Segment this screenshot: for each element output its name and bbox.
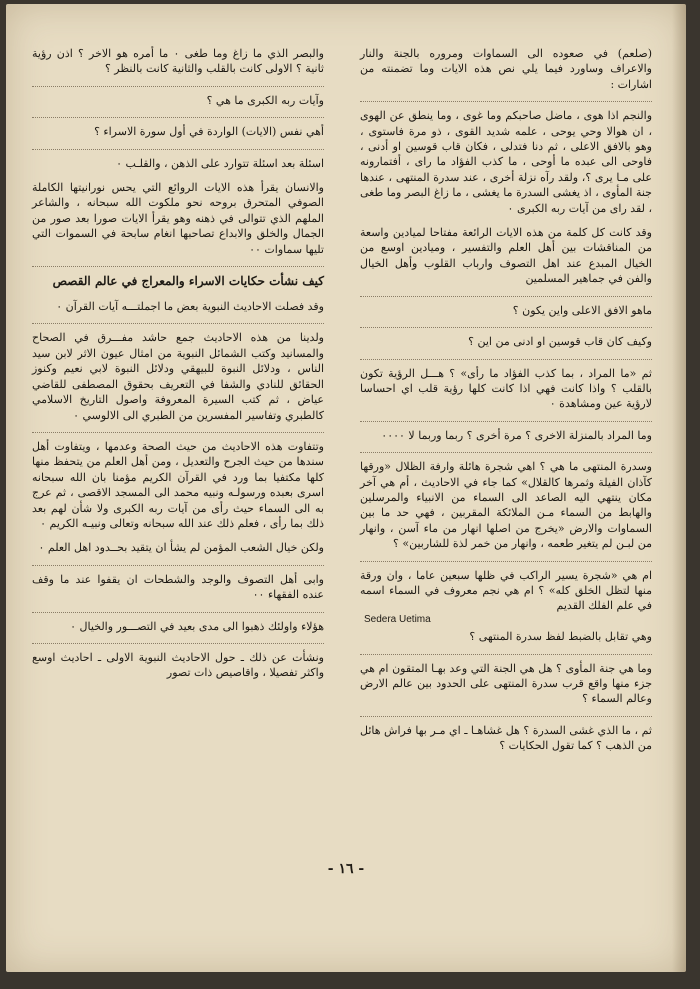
paragraph: ام هي «شجرة يسير الراكب في ظلها سبعين عاما ، وان ورقة منها لتظل الخلق كله» ؟ ام هي نجم معروف في السماء اسمه في علم الفلك القديم [360,561,652,614]
right-text-column [360,46,652,763]
page-number: - ١٦ - [327,861,365,877]
paragraph: وابى أهل التصوف والوجد والشطحات ان يقفوا عند ما وقف عنده الفقهاء ٠٠ [32,565,324,603]
paragraph: وقد فصلت الاحاديث النبوية بعض ما اجملتـــه آيات القرآن ٠ [56,300,324,314]
paragraph: وما هي جنة المأوى ؟ هل هي الجنة التي وعد بهـا المتقون ام هي جزء منها واقع قرب سدرة المنتهى على الحدود بين عالم الارض وعالم السماء ؟ [360,654,652,707]
paragraph: ونشأت عن ذلك ـ حول الاحاديث النبوية الاولى ـ احاديث اوسع واكثر تفصيلا ، واقاصيص ذات تصور [32,643,324,681]
paragraph: وهي تقابل بالضبط لفظ سدرة المنتهى ؟ [469,630,652,644]
paragraph: ولدينا من هذه الاحاديث جمع حاشد مفـــرق في الصحاح والمسانيد وكتب الشمائل النبوية من امثال عيون الاثر لابن سيد الناس ، ودلائل النبوة للبيهقي ودلائل النبوة لابي نعيم وكنوز الحقائق للنادي والشفا في التعريف بحقوق المصطفى للقاضي عياض ، ثم كتب السيرة المعروفة واصول التاريخ الاسلامي كالطبري وتفاسير المفسرين من الطبري الى الالوسي ٠ [32,323,324,422]
question-line: وكيف كان قاب قوسين او ادنى من اين ؟ [360,327,652,349]
paragraph: وقد كانت كل كلمة من هذه الايات الرائعة مفتاحا لميادين واسعة من المناقشات بين أهل العلم والتفسير ، وميادين اوسع من الخيال المبدع عند اهل التصوف وارباب القلوب وأهل الخيال والفن في جماهير المسلمين [360,226,652,286]
paragraph: ثم ، ما الذي غشى السدرة ؟ هل غشاهـا ـ اي مـر بها فراش هائل من الذهب ؟ كما تقول الحكايات ؟ [360,716,652,754]
section-heading: كيف نشأت حكايات الاسراء والمعراج في عالم القصص [32,266,324,290]
paragraph: اسئلة بعد اسئلة تتوارد على الذهن ، والقلـب ٠ [32,149,324,171]
paragraph: ثم «ما المراد ، بما كذب الفؤاد ما رأى» ؟ هـــل الرؤية تكون بالقلب ؟ واذا كانت فهي اذا كانت كلها رؤية قلب اي احساسا لارؤية عين ومشاهدة ٠ [360,359,652,412]
left-text-column [32,46,324,690]
paragraph: هؤلاء واولئك ذهبوا الى مدى بعيد في التصـــور والخيال ٠ [32,612,324,634]
paragraph: ولكن خيال الشعب المؤمن لم يشأ ان يتقيد بحــدود اهل العلم ٠ [38,541,324,555]
paragraph: والبصر الذي ما زاغ وما طغى ٠ ما أمره هو الاخر ؟ اذن رؤية ثانية ؟ الاولى كانت بالقلب والثانية كانت بالنظر ؟ [32,47,324,76]
page-edge-shadow [672,4,686,972]
document-page [6,4,686,972]
paragraph: والانسان يقرأ هذه الايات الروائع التي يحس نورانيتها الكاملة الصوفي المتحرق بروحه نحو ملكوت الله سبحانه ، والشاعر الملهم الذي تتوالى في ذهنه وهو يقرأ الايات صورا بعد صور من الجمال والخلق والابداع تصاحبها انغام سابحة في السموات التي تليها سماوات ٠٠ [32,181,324,256]
question-line: ماهو الافق الاعلى واين يكون ؟ [360,296,652,318]
paragraph: وسدرة المنتهى ما هي ؟ اهي شجرة هائلة وارفة الظلال «ورقها كآذان الفيلة وثمرها كالقلال» كما جاء في الاحاديث ، أم هي آخر مكان ينتهي اليه الصاعد الى السماء من الانبياء والمرسلين والهابط من السماء مـن الملائكة المقربين ، فهي حد ما بين السماوات والارض «يخرج من اصلها انهار من ماء آسن ، وانهار من لبـن لم يتغير طعمه ، وانهار من خمر لذة للشاربين» ؟ [360,452,652,551]
question-line: أهي نفس (الايات) الواردة في أول سورة الاسراء ؟ [32,117,324,139]
paragraph: (صلعم) في صعوده الى السماوات ومروره بالجنة والنار والاعراف وساورد فيما يلي نص هذه الايات وما تضمنته من اشارات : [360,47,652,91]
paragraph: وتتفاوت هذه الاحاديث من حيث الصحة وعدمها ، ويتفاوت أهل سندها من حيث الجرح والتعديل ، ومن أهل العلم من يتحفظ منها كلها مكتفيا بما ورد في القرآن الكريم مؤمنا بان الله سبحانه اسرى بعبده ورسولـه ونبيه محمد الى المسجد الاقصى ، ثم عرج به الى السماء حيث رأى من آيات ربه الكبرى ولا شأن لهم بعد ذلك بما رأى ، فعلم ذلك عند الله سبحانه وتعالى ونبيـه الكريم ٠ [32,432,324,531]
question-line: وآيات ربه الكبرى ما هي ؟ [32,86,324,108]
quran-verses-paragraph: والنجم اذا هوى ، ماضل صاحبكم وما غوى ، وما ينطق عن الهوى ، ان هوالا وحي يوحى ، علمه شديد القوى ، ذو مرة فاستوى ، وهو بالافق الاعلى ، ثم دنا فتدلى ، فكان قاب قوسين او أدنى ، فاوحى الى عبده ما أوحى ، ما كذب الفؤاد ما راى ، أفتمارونه على مـا يرى ؟، ولقد رآه نزلة أخرى ، عند سدرة المنتهى ، عندها جنة المأوى ، اذ يغشى السدرة ما يغشى ، ما زاغ البصر وما طغى ، لقد راى من آيات ربه الكبرى ٠ [360,101,652,216]
latin-star-name: Sedera Uetima [364,613,431,625]
paragraph: وما المراد بالمنزلة الاخرى ؟ مرة أخرى ؟ ربما وربما لا ٠٠٠٠ [360,421,652,443]
